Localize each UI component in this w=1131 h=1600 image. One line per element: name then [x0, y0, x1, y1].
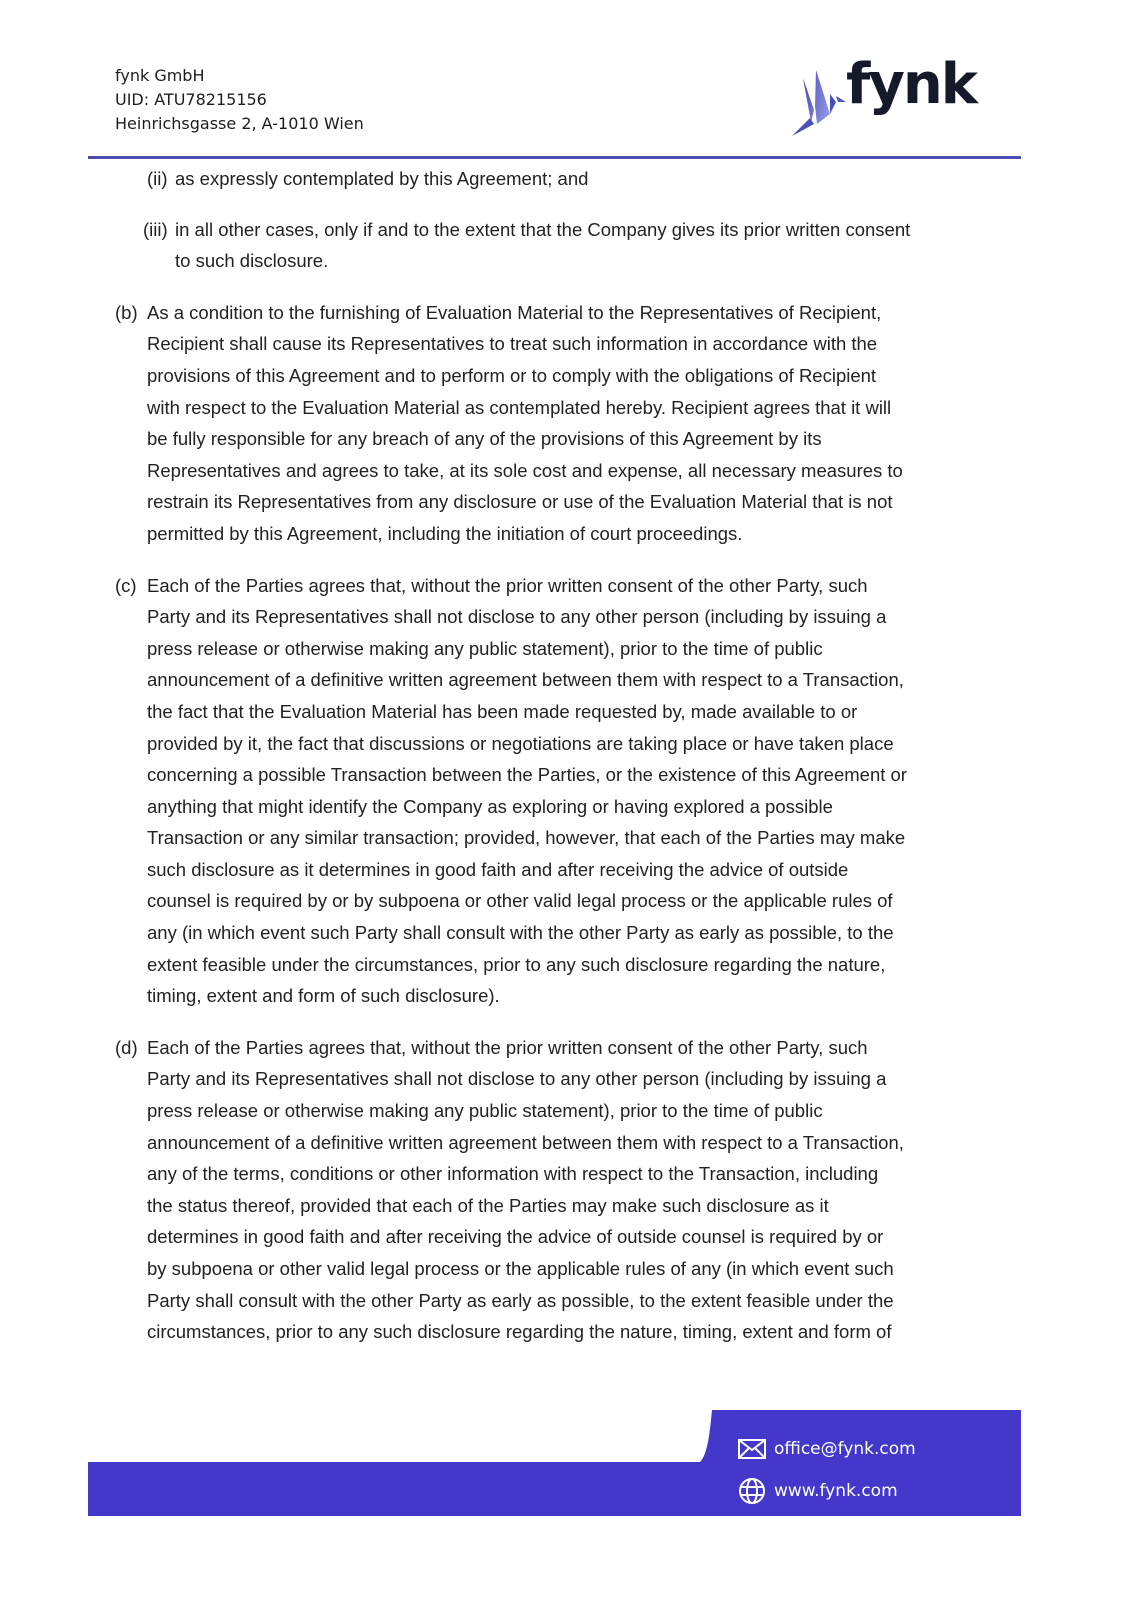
clause-line: Party and its Representatives shall not disclose to any other person (including by issuing a [147, 1068, 887, 1090]
clause-c [115, 570, 1025, 1012]
clause-line: announcement of a definitive written agreement between them with respect to a Transaction, [147, 669, 904, 691]
clause-marker: (ii) [147, 168, 168, 189]
clause-marker: (b) [115, 301, 138, 323]
clause-line: provided by it, the fact that discussions or negotiations are taking place or have taken place [147, 732, 894, 754]
bird-logo-icon [790, 62, 850, 142]
clause-line: As a condition to the furnishing of Evaluation Material to the Representatives of Recipient, [147, 301, 882, 323]
clause-line: by subpoena or other valid legal process or the applicable rules of any (in which event such [147, 1258, 894, 1279]
clause-line: Party shall consult with the other Party as early as possible, to the extent feasible under the [147, 1289, 894, 1311]
clause-line: the status thereof, provided that each of the Parties may make such disclosure as it [147, 1194, 829, 1216]
clause-line: timing, extent and form of such disclosure). [147, 985, 500, 1007]
clause-line: restrain its Representatives from any disclosure or use of the Evaluation Material that is not [147, 491, 893, 513]
fynk-logo [790, 52, 990, 140]
clause-line: press release or otherwise making any public statement), prior to the time of public [147, 637, 823, 659]
clause-sub-item [115, 163, 1025, 195]
clause-line: announcement of a definitive written agreement between them with respect to a Transaction, [147, 1131, 904, 1153]
clause-line: Transaction or any similar transaction; provided, however, that each of the Parties may make [147, 827, 906, 849]
clause-marker: (iii) [143, 218, 168, 240]
clause-line: any of the terms, conditions or other information with respect to the Transaction, including [147, 1163, 879, 1185]
clause-line: determines in good faith and after receiving the advice of outside counsel is required by or [147, 1226, 884, 1248]
clause-line: Each of the Parties agrees that, without the prior written consent of the other Party, such [147, 574, 868, 596]
clause-line: press release or otherwise making any public statement), prior to the time of public [147, 1100, 823, 1122]
clause-line: such disclosure as it determines in good faith and after receiving the advice of outside [147, 858, 849, 880]
clause-line: Party and its Representatives shall not disclose to any other person (including by issuing a [147, 606, 887, 628]
clause-line: anything that might identify the Company as exploring or having explored a possible [147, 795, 833, 817]
footer-email[interactable]: office@fynk.com [774, 1439, 916, 1459]
clause-line: provisions of this Agreement and to perform or to comply with the obligations of Recipient [147, 364, 877, 386]
document-body [115, 163, 1025, 1348]
clause-line: in all other cases, only if and to the extent that the Company gives its prior written consent [175, 218, 911, 240]
clause-marker: (d) [115, 1036, 138, 1058]
clause-line: counsel is required by or by subpoena or other valid legal process or the applicable rules of [147, 890, 893, 912]
clause-line: extent feasible under the circumstances, prior to any such disclosure regarding the nature, [147, 953, 886, 975]
footer-website[interactable]: www.fynk.com [774, 1481, 898, 1501]
clause-line: as expressly contemplated by this Agreement; and [175, 168, 589, 189]
clause-b [115, 297, 1025, 550]
clause-line: Each of the Parties agrees that, without the prior written consent of the other Party, such [147, 1036, 868, 1058]
company-name: fynk GmbH [115, 66, 205, 85]
clause-line: Recipient shall cause its Representatives to treat such information in accordance with the [147, 333, 878, 355]
clause-line: permitted by this Agreement, including the initiation of court proceedings. [147, 522, 743, 544]
clause-line: concerning a possible Transaction between the Parties, or the existence of this Agreement or [147, 764, 907, 786]
clause-line: the fact that the Evaluation Material has been made requested by, made available to or [147, 700, 858, 722]
clause-line: any (in which event such Party shall consult with the other Party as early as possible, to the [147, 922, 894, 944]
clause-marker: (c) [115, 574, 137, 596]
clause-sub-item [115, 214, 1025, 277]
clause-line: be fully responsible for any breach of any of the provisions of this Agreement by its [147, 428, 822, 450]
footer-email-row[interactable] [738, 1428, 916, 1470]
company-address: Heinrichsgasse 2, A-1010 Wien [115, 114, 364, 133]
company-uid: UID: ATU78215156 [115, 90, 267, 109]
globe-icon [738, 1477, 766, 1505]
company-info [115, 64, 364, 136]
logo-wordmark: fynk [846, 52, 976, 117]
clause-line: to such disclosure. [175, 250, 329, 272]
clause-d [115, 1032, 1025, 1348]
clause-line: circumstances, prior to any such disclosure regarding the nature, timing, extent and form of [147, 1321, 892, 1343]
footer-contact [738, 1428, 916, 1512]
footer-website-row[interactable] [738, 1470, 916, 1512]
header-divider [88, 156, 1021, 159]
clause-line: with respect to the Evaluation Material as contemplated hereby. Recipient agrees that it will [147, 396, 892, 418]
clause-line: Representatives and agrees to take, at its sole cost and expense, all necessary measures to [147, 459, 903, 481]
envelope-icon [738, 1439, 766, 1459]
